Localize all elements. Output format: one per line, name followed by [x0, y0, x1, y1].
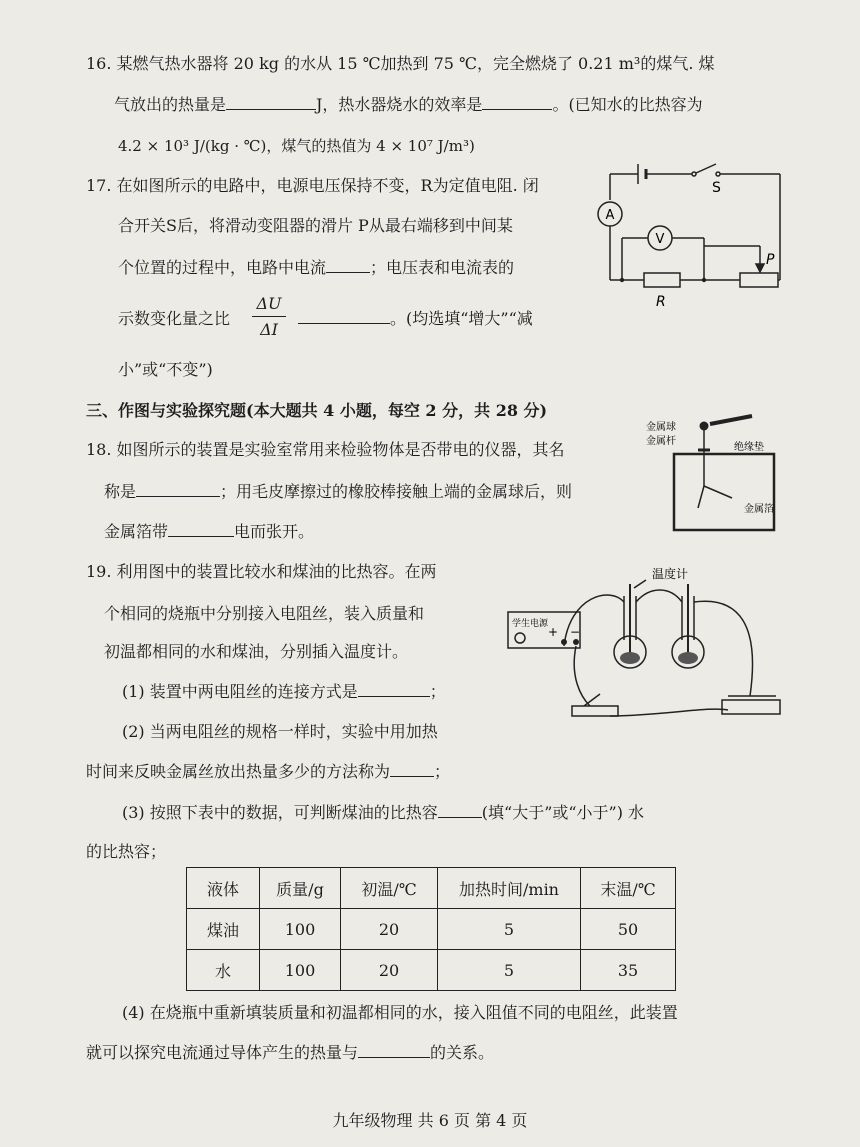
- q17-line1: 17. 在如图所示的电路中，电源电压保持不变，R为定值电阻. 闭: [86, 176, 539, 195]
- table-row: [187, 909, 676, 950]
- table-header-cell: 末温/℃: [581, 868, 676, 909]
- table-cell: 20: [341, 909, 438, 950]
- table-header-cell: 液体: [187, 868, 260, 909]
- table-header-cell: 初温/℃: [341, 868, 438, 909]
- switch-label: S: [712, 180, 721, 196]
- resistor-label: R: [656, 294, 666, 310]
- q16-text-a: 气放出的热量是: [114, 95, 227, 114]
- table-cell: 50: [581, 909, 676, 950]
- voltmeter-label: V: [655, 232, 665, 247]
- q17-text-a: 个位置的过程中，电路中电流: [118, 258, 327, 277]
- q19-line2: 个相同的烧瓶中分别接入电阻丝，装入质量和: [104, 604, 425, 623]
- q16-line1: 16. 某燃气热水器将 20 kg 的水从 15 ℃加热到 75 ℃，完全燃烧了 0.21 m³的煤气. 煤: [86, 54, 715, 73]
- q19-p4-text: 就可以探究电流通过导体产生的热量与: [86, 1043, 359, 1062]
- q19-p2-end: ；: [434, 762, 451, 781]
- q19-blank-compare[interactable]: [438, 803, 482, 818]
- table-header-row: [187, 868, 676, 909]
- q17-circuit-diagram: [592, 160, 792, 310]
- q19-p2-text: 时间来反映金属丝放出热量多少的方法称为: [86, 762, 391, 781]
- q19-blank-method[interactable]: [390, 762, 434, 777]
- table-cell: 5: [438, 950, 581, 991]
- q16-blank-heat[interactable]: [226, 95, 316, 110]
- table-cell: 100: [260, 909, 341, 950]
- q17-frac-numerator: ΔU: [256, 294, 282, 313]
- label-thermometer: 温度计: [652, 567, 689, 581]
- q17-fraction: [252, 294, 286, 339]
- q19-part2-line1: (2) 当两电阻丝的规格一样时，实验中用加热: [122, 722, 438, 741]
- q19-p1-text: (1) 装置中两电阻丝的连接方式是: [122, 682, 358, 701]
- q19-p3-text: (3) 按照下表中的数据，可判断煤油的比热容: [122, 803, 438, 822]
- q19-p4-end: 的关系。: [430, 1043, 495, 1062]
- table-cell: 水: [187, 950, 260, 991]
- q19-blank-connection[interactable]: [358, 682, 430, 697]
- q19-line3: 初温都相同的水和煤油，分别插入温度计。: [104, 642, 409, 661]
- q17-text-b: ；电压表和电流表的: [370, 258, 515, 277]
- ammeter-label: A: [605, 208, 615, 223]
- q18-text-d: 电而张开。: [234, 522, 315, 541]
- heating-apparatus-figure: [500, 566, 790, 732]
- label-pad: 绝缘垫: [734, 442, 764, 453]
- q18-blank-name[interactable]: [136, 482, 220, 497]
- q18-line2: [104, 482, 572, 502]
- q16-blank-efficiency[interactable]: [482, 95, 552, 110]
- q17-frac-denominator: ΔI: [260, 320, 278, 339]
- q18-line3: [104, 522, 314, 542]
- q19-line1: 19. 利用图中的装置比较水和煤油的比热容。在两: [86, 562, 437, 581]
- q16-text-b: J，热水器烧水的效率是: [316, 95, 483, 114]
- q17-line4a: 示数变化量之比: [118, 309, 231, 328]
- q19-part3-line2: 的比热容；: [86, 842, 167, 861]
- q19-part4-line1: (4) 在烧瓶中重新填装质量和初温都相同的水，接入阻值不同的电阻丝，此装置: [122, 1003, 678, 1022]
- q18-line1: 18. 如图所示的装置是实验室常用来检验物体是否带电的仪器，其名: [86, 440, 565, 459]
- slider-label: P: [766, 252, 775, 268]
- q17-line5: 小”或“不变”): [118, 360, 213, 379]
- table-cell: 煤油: [187, 909, 260, 950]
- table-header-cell: 质量/g: [260, 868, 341, 909]
- q18-text-c: 金属箔带: [104, 522, 169, 541]
- q19-blank-relation[interactable]: [358, 1043, 430, 1058]
- q17-blank-current[interactable]: [326, 258, 370, 273]
- q18-text-a: 称是: [104, 482, 137, 501]
- label-minus: −: [570, 625, 581, 639]
- q19-p3-choice: (填“大于”或“小于”) 水: [481, 803, 645, 822]
- label-rod: 金属杆: [646, 436, 676, 447]
- q17-text-c: 。(均选填“增大”“减: [390, 309, 533, 328]
- q19-part3-line1: [122, 803, 644, 823]
- label-ball: 金属球: [646, 422, 676, 433]
- q17-blank-ratio[interactable]: [298, 309, 390, 324]
- q17-frac-bar: [252, 316, 286, 317]
- label-power-supply: 学生电源: [512, 619, 549, 629]
- q18-blank-charge[interactable]: [168, 522, 234, 537]
- page-footer: 九年级物理 共 6 页 第 4 页: [332, 1111, 528, 1130]
- q19-p1-end: ；: [429, 682, 446, 701]
- table-header-cell: 加热时间/min: [438, 868, 581, 909]
- label-plus: +: [548, 625, 559, 639]
- q19-part4-line2: [86, 1043, 494, 1063]
- q16-text-c: 。(已知水的比热容为: [552, 95, 703, 114]
- q19-part2-line2: [86, 762, 450, 782]
- label-foil: 金属箔: [744, 504, 774, 515]
- table-row: [187, 950, 676, 991]
- table-cell: 5: [438, 909, 581, 950]
- table-cell: 100: [260, 950, 341, 991]
- q16-line3: 4.2 × 10³ J/(kg · ℃)，煤气的热值为 4 × 10⁷ J/m³): [118, 137, 475, 155]
- table-cell: 35: [581, 950, 676, 991]
- electroscope-figure: [640, 416, 820, 532]
- q18-text-b: ；用毛皮摩擦过的橡胶棒接触上端的金属球后，则: [220, 482, 573, 501]
- q17-line4b: [298, 309, 533, 329]
- q19-data-table: [186, 867, 676, 991]
- section3-title: 三、作图与实验探究题(本大题共 4 小题，每空 2 分，共 28 分): [86, 401, 548, 420]
- q17-line3: [118, 258, 514, 278]
- q19-part1: [122, 682, 446, 702]
- q16-line2: [114, 95, 703, 115]
- q17-line2: 合开关S后，将滑动变阻器的滑片 P从最右端移到中间某: [118, 216, 513, 235]
- table-cell: 20: [341, 950, 438, 991]
